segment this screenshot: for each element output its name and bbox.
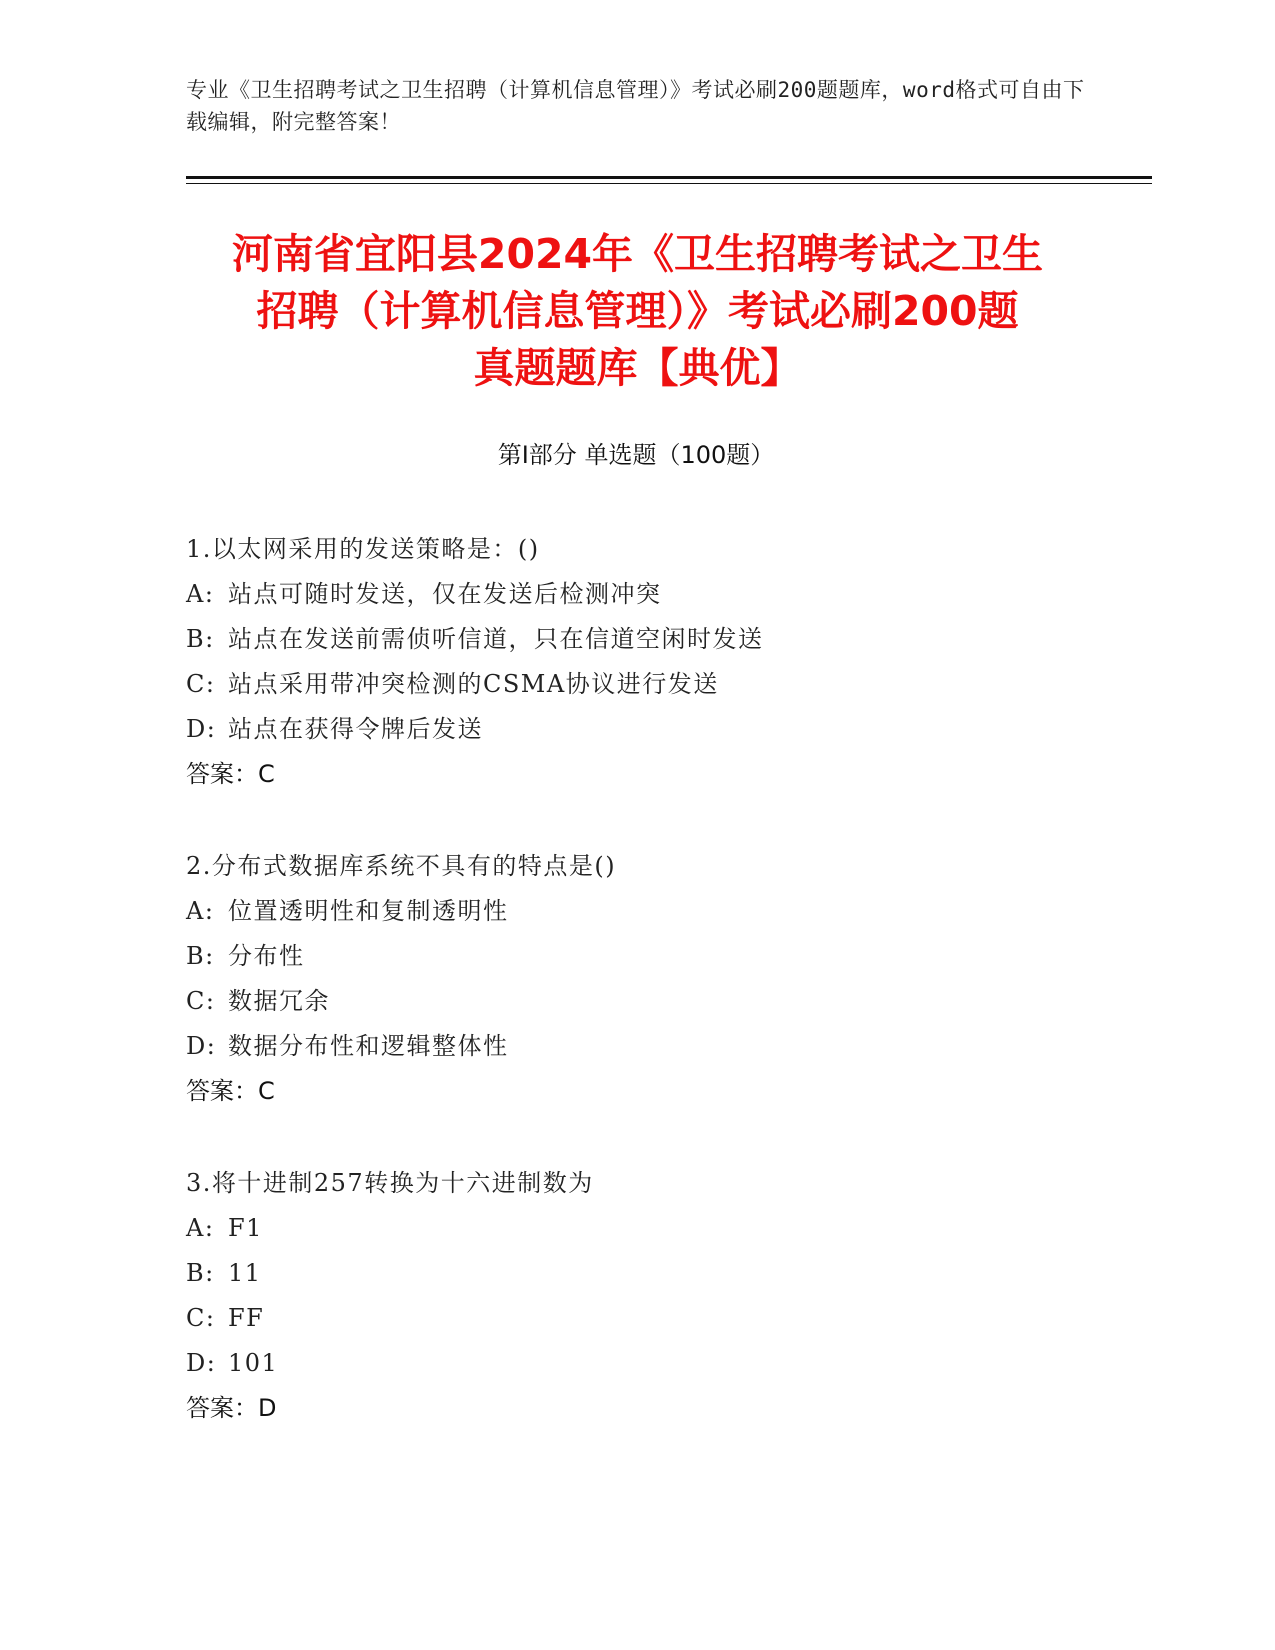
option-c — [186, 662, 1086, 707]
answer-line: 答案：C — [186, 1077, 275, 1105]
option-text: 站点在发送前需侦听信道，只在信道空闲时发送 — [228, 625, 764, 653]
option-c — [186, 1296, 1086, 1341]
option-c — [186, 979, 1086, 1024]
option-text: F1 — [228, 1214, 263, 1242]
option-letter: A: — [186, 897, 215, 925]
option-a — [186, 572, 1086, 617]
document-title-line-3: 真题题库【典优】 — [473, 344, 802, 392]
option-letter: C: — [186, 987, 216, 1015]
question-1 — [186, 527, 1086, 797]
question-3 — [186, 1161, 1086, 1431]
section-title: 第I部分 单选题（100题） — [497, 441, 775, 469]
option-text: 站点在获得令牌后发送 — [228, 715, 483, 743]
option-text: 站点可随时发送，仅在发送后检测冲突 — [228, 580, 662, 608]
option-d — [186, 1341, 1086, 1386]
option-letter: D: — [186, 1349, 217, 1377]
question-list — [186, 527, 1086, 1478]
option-text: 分布性 — [228, 942, 305, 970]
option-b — [186, 617, 1086, 662]
option-letter: B: — [186, 1259, 215, 1287]
option-text: 位置透明性和复制透明性 — [228, 897, 509, 925]
option-text: 数据分布性和逻辑整体性 — [228, 1032, 509, 1060]
option-text: 11 — [228, 1259, 262, 1287]
option-letter: A: — [186, 580, 215, 608]
option-text: 数据冗余 — [228, 987, 330, 1015]
header-note: 专业《卫生招聘考试之卫生招聘（计算机信息管理）》考试必刷200题题库，word格式可自由下载编辑，附完整答案！ — [186, 78, 1085, 134]
option-b — [186, 1251, 1086, 1296]
question-stem: 2.分布式数据库系统不具有的特点是() — [186, 852, 617, 880]
option-d — [186, 707, 1086, 752]
option-a — [186, 889, 1086, 934]
option-letter: D: — [186, 715, 217, 743]
option-letter: A: — [186, 1214, 215, 1242]
option-letter: C: — [186, 1304, 216, 1332]
document-title-line-2: 招聘（计算机信息管理）》考试必刷200题 — [256, 287, 1019, 335]
option-text: 101 — [228, 1349, 279, 1377]
answer-line: 答案：D — [186, 1394, 277, 1422]
question-stem: 1.以太网采用的发送策略是：() — [186, 535, 540, 563]
document-title-line-1: 河南省宜阳县2024年《卫生招聘考试之卫生 — [231, 230, 1044, 278]
answer-line: 答案：C — [186, 760, 275, 788]
option-letter: C: — [186, 670, 216, 698]
option-b — [186, 934, 1086, 979]
option-a — [186, 1206, 1086, 1251]
header-divider-thin — [186, 183, 1152, 184]
question-2 — [186, 844, 1086, 1114]
question-stem: 3.将十进制257转换为十六进制数为 — [186, 1169, 594, 1197]
document-title — [180, 226, 1095, 397]
header-divider-thick — [186, 176, 1152, 179]
option-text: 站点采用带冲突检测的CSMA协议进行发送 — [228, 670, 719, 698]
option-letter: D: — [186, 1032, 217, 1060]
option-d — [186, 1024, 1086, 1069]
option-letter: B: — [186, 942, 215, 970]
option-text: FF — [228, 1304, 265, 1332]
option-letter: B: — [186, 625, 215, 653]
